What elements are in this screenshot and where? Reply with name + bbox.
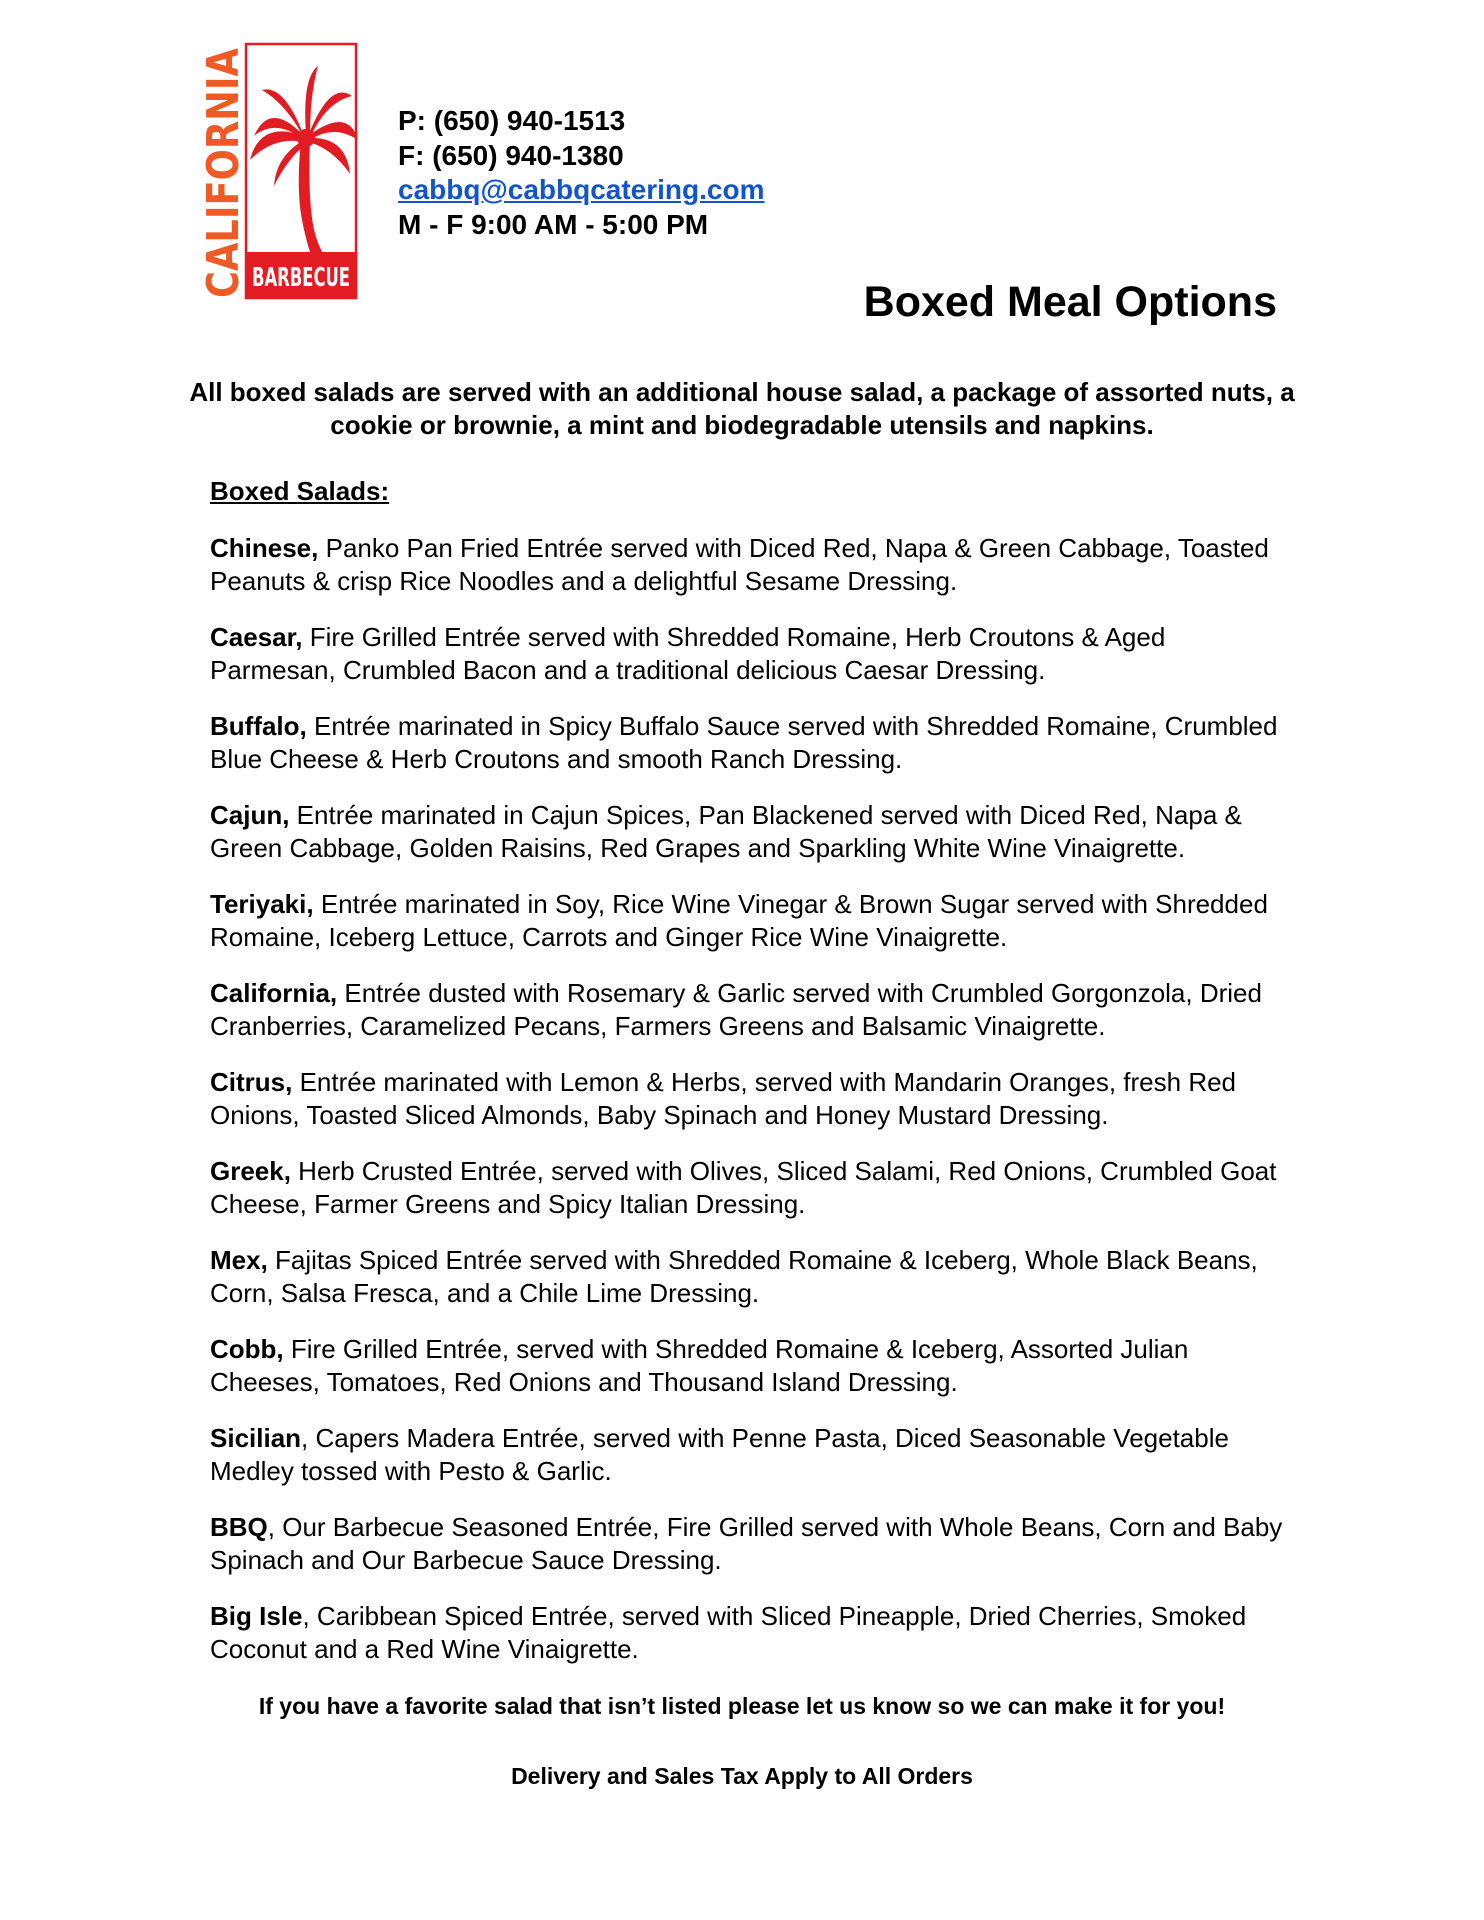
salad-description: Entrée marinated in Cajun Spices, Pan Blackened served with Diced Red, Napa & Green Cabbage, Golden Raisins, Red Grapes and Sparkling White Wine Vinaigrette. [210,800,1242,863]
intro-text: All boxed salads are served with an additional house salad, a package of assorted nuts, a cookie or brownie, a mint and biodegradable utensils and napkins. [189,377,1295,440]
salad-description: , Capers Madera Entrée, served with Penne Pasta, Diced Seasonable Vegetable Medley tossed with Pesto & Garlic. [210,1423,1229,1486]
page-title: Boxed Meal Options [863,278,1277,326]
salad-item [210,1511,1290,1577]
phone-number: P: (650) 940-1513 [398,105,626,136]
salad-name: Sicilian [210,1423,302,1453]
salad-item [210,1600,1290,1666]
salad-item [210,621,1290,687]
salad-description: Fire Grilled Entrée served with Shredded Romaine, Herb Croutons & Aged Parmesan, Crumbled Bacon and a traditional delicious Caesar Dressing. [210,622,1166,685]
favorite-salad-note: If you have a favorite salad that isn’t listed please let us know so we can make it for you! [258,1693,1226,1719]
salad-description: Entrée marinated in Spicy Buffalo Sauce served with Shredded Romaine, Crumbled Blue Cheese & Herb Croutons and smooth Ranch Dressing. [210,711,1278,774]
salad-description: Entrée marinated with Lemon & Herbs, served with Mandarin Oranges, fresh Red Onions, Toasted Sliced Almonds, Baby Spinach and Honey Mustard Dressing. [210,1067,1237,1130]
salad-description: Entrée marinated in Soy, Rice Wine Vinegar & Brown Sugar served with Shredded Romaine, Iceberg Lettuce, Carrots and Ginger Rice Wine Vinaigrette. [210,889,1268,952]
salad-description: Fire Grilled Entrée, served with Shredded Romaine & Iceberg, Assorted Julian Cheeses, Tomatoes, Red Onions and Thousand Island Dressing. [210,1334,1189,1397]
salad-name: Citrus, [210,1067,293,1097]
salad-name: BBQ [210,1512,268,1542]
salad-item [210,1244,1290,1310]
california-barbecue-logo [198,28,360,302]
salad-name: Big Isle [210,1601,303,1631]
salad-name: Greek, [210,1156,291,1186]
salad-description: , Our Barbecue Seasoned Entrée, Fire Grilled served with Whole Beans, Corn and Baby Spinach and Our Barbecue Sauce Dressing. [210,1512,1283,1575]
salad-name: Mex, [210,1245,268,1275]
salad-item [210,888,1290,954]
salad-item [210,1155,1290,1221]
email-link[interactable]: cabbq@cabbqcatering.com [398,174,765,205]
salad-item [210,532,1290,598]
salad-name: Chinese, [210,533,319,563]
salad-item [210,1333,1290,1399]
salad-list [210,532,1290,1689]
delivery-tax-note: Delivery and Sales Tax Apply to All Orders [511,1763,973,1789]
contact-info [398,104,765,242]
salad-description: Herb Crusted Entrée, served with Olives, Sliced Salami, Red Onions, Crumbled Goat Cheese, Farmer Greens and Spicy Italian Dressing. [210,1156,1277,1219]
salad-item [210,977,1290,1043]
salad-description: Panko Pan Fried Entrée served with Diced Red, Napa & Green Cabbage, Toasted Peanuts & crisp Rice Noodles and a delightful Sesame Dressing. [210,533,1269,596]
logo-sub-text: BARBECUE [252,263,350,293]
salad-name: Buffalo, [210,711,307,741]
salad-name: Teriyaki, [210,889,314,919]
boxed-salads-heading: Boxed Salads: [210,476,390,506]
salad-name: Caesar, [210,622,303,652]
salad-item [210,799,1290,865]
salad-item [210,710,1290,776]
salad-name: Cobb, [210,1334,284,1364]
salad-description: , Caribbean Spiced Entrée, served with Sliced Pineapple, Dried Cherries, Smoked Coconut and a Red Wine Vinaigrette. [210,1601,1247,1664]
logo-brand-text: CALIFORNIA [198,28,249,298]
palm-tree-logo-icon [198,28,360,302]
business-hours: M - F 9:00 AM - 5:00 PM [398,208,709,240]
salad-description: Fajitas Spiced Entrée served with Shredded Romaine & Iceberg, Whole Black Beans, Corn, Salsa Fresca, and a Chile Lime Dressing. [210,1245,1258,1308]
salad-item [210,1066,1290,1132]
salad-name: Cajun, [210,800,290,830]
salad-item [210,1422,1290,1488]
salad-name: California, [210,978,338,1008]
salad-description: Entrée dusted with Rosemary & Garlic served with Crumbled Gorgonzola, Dried Cranberries, Caramelized Pecans, Farmers Greens and Balsamic Vinaigrette. [210,978,1262,1041]
fax-number: F: (650) 940-1380 [398,139,624,171]
